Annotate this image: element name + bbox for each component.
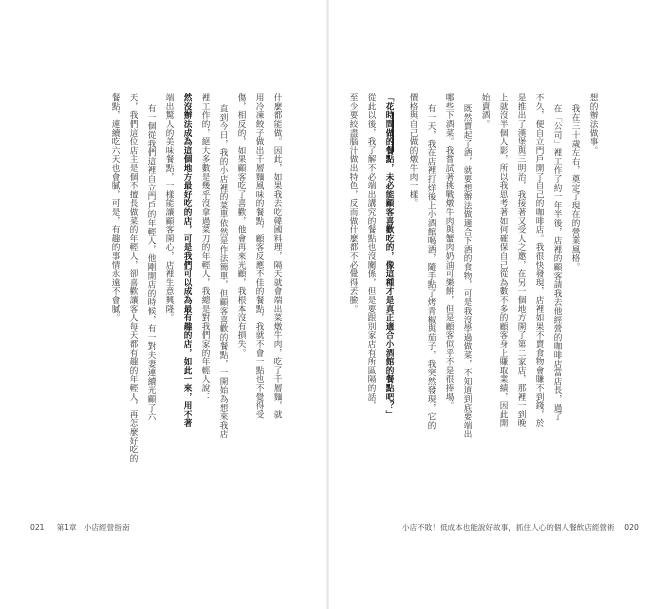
text-column: 想的辦法做事。	[588, 93, 598, 155]
left-page	[0, 0, 327, 609]
book-title: 小店不敗！低成本也能說好故事，抓住人心的個人餐飲店經營術	[402, 523, 615, 532]
text-column: 既然賣起了酒，就要想辦法做適合下酒的食物，可是我沒學過做菜，不知道到底要端出	[462, 104, 472, 439]
text-column: 我在三十歲左右，奠定了現在的營業風格。	[570, 104, 580, 272]
section-label: 小店經營指南	[83, 523, 130, 532]
text-column: 餐點，連續吃六天也會膩，可是，有趣的事情永遠不會膩。	[110, 93, 120, 322]
text-column: 上就沒半個人影，所以我思考著如何確保自己從為數不多的顧客身上賺取業績，因此開	[498, 93, 508, 428]
text-column: 端出驚人的美味餐點，一樣能讓顧客開心，店裡生意興隆。	[164, 93, 174, 322]
text-column: 天，我們這位店主是個不擅長做菜的年輕人，卻喜歡讓客人每天都有趣的年輕人，再怎麼好吃的	[128, 93, 138, 463]
text-column: 價格與自己做的燉牛肉一樣。	[408, 93, 418, 208]
text-column: 有一個從我們這裡自立門戶的年輕人，他剛開店的時候，有一對夫妻連續光顧了六	[146, 104, 156, 421]
text-column: 直到今日，我的小店裡的菜單依然是作法簡單，但顧客喜歡的餐點，一開始為想來我店	[218, 104, 228, 439]
text-column: 什麼都能做。因此，如果我去吃韓國料理，隔天就會端出菜燉牛肉，吃了千層麵，就	[272, 93, 282, 419]
text-column: 傷，相反的，如果顧客吃了喜歡，他會再來光顧，我根本沒有損失。	[236, 93, 246, 357]
text-column: 有一天，我在店裡打烊後上小酒館喝酒，隨手點了烤青椒與茄子，我突然發現，它的	[426, 104, 436, 430]
text-column: 從此以後，我了解不必端出講究的餐點也沒關係，但是要跟別家店有所區隔的話，	[366, 93, 376, 410]
text-column: 用冷凍餃子做出千層麵風味的餐點，顧客反應不佳的餐點，我就不會一點也不覺得受	[254, 93, 264, 419]
chapter-label: 第1章	[56, 523, 77, 532]
right-page	[328, 0, 655, 609]
page-number: 021	[30, 523, 45, 532]
text-column: 至少要絞盡腦汁做出特色，反而做什麼都不必覺得丟臉。	[348, 93, 358, 313]
page-number: 020	[624, 523, 639, 532]
text-column: 是推出了漢堡與三明治，我接著又受人之邀，在另一個地方開了第二家店，那裡一到晚	[516, 93, 526, 428]
text-column: 裡工作的，絕大多數是幾乎沒拿過菜刀的年輕人，我總是對我們家的年輕人說：	[200, 93, 210, 401]
text-column: 哪些下酒菜。我嘗試著挑戰燉牛肉與蟹肉奶油可樂餅，但是顧客似乎不是很捧場。	[444, 93, 454, 410]
text-column: 在「公司」裡工作了約一年半後，店裡的顧客請我去他經營的咖啡店當店長，過了	[552, 104, 562, 421]
right-footer	[402, 522, 639, 533]
left-footer	[30, 522, 129, 533]
text-column: 始賣酒。	[480, 93, 490, 129]
text-column: 不久，便自立門戶開了自己的咖啡店。我很快發現，店裡如果不賣食物會賺不到錢，於	[534, 93, 544, 428]
text-column-emphasis: 然沒辦法成為這個地方最好吃的店，可是我們可以成為最有趣的店，如此一來，用不著	[182, 93, 192, 428]
quote-column: 「花時間做的餐點，未必能顧客喜歡吃的，像這種才是真正適合小酒館的餐點吧？」	[384, 93, 394, 419]
